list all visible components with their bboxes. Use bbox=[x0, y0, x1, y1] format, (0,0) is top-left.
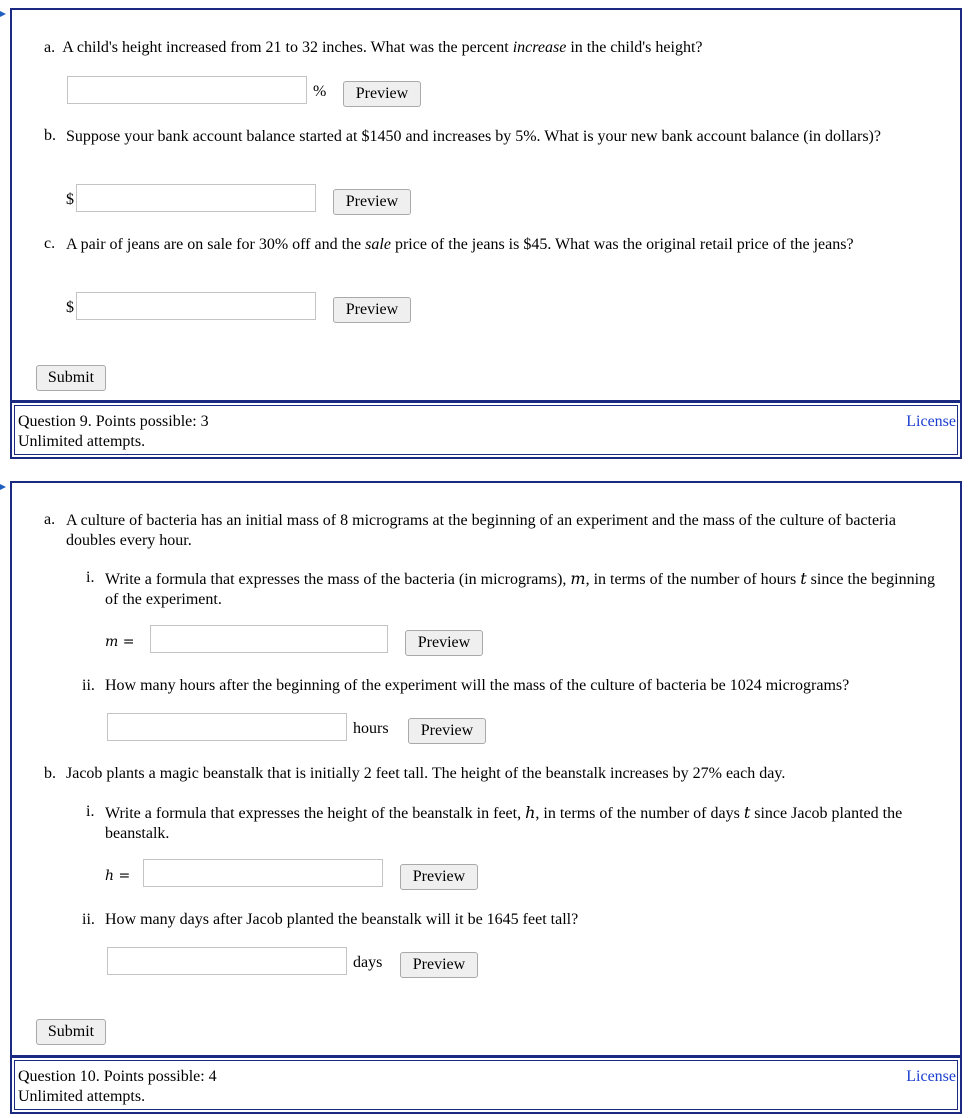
part-a-i-text-mid: , in terms of the number of hours bbox=[585, 571, 801, 588]
preview-button-b-ii[interactable]: Preview bbox=[400, 952, 478, 978]
dollar-prefix-c: $ bbox=[66, 299, 74, 316]
question-9-title: Question 9. Points possible: 3 bbox=[18, 413, 209, 430]
part-a-ii-text: How many hours after the beginning of the experiment will the mass of the culture of bacteria be 1024 micrograms? bbox=[105, 677, 850, 694]
question-10-title: Question 10. Points possible: 4 bbox=[18, 1068, 217, 1085]
height-formula-input[interactable] bbox=[143, 859, 383, 887]
part-a-ii-label: ii. bbox=[82, 677, 95, 694]
part-b-label: b. bbox=[44, 127, 56, 144]
var-h: h bbox=[525, 803, 536, 822]
preview-button-a-i[interactable]: Preview bbox=[405, 630, 483, 656]
preview-button-b[interactable]: Preview bbox=[333, 189, 411, 215]
part-a-i-text bbox=[105, 569, 945, 610]
new-balance-input[interactable] bbox=[76, 184, 316, 212]
part-b-ii-label: ii. bbox=[82, 911, 95, 928]
preview-button-a-ii[interactable]: Preview bbox=[408, 718, 486, 744]
question-marker-icon bbox=[0, 11, 6, 17]
part-c-text-pre: A pair of jeans are on sale for 30% off and the bbox=[66, 236, 366, 253]
preview-button-a[interactable]: Preview bbox=[343, 81, 421, 107]
part-b-label: b. bbox=[44, 765, 56, 782]
part-a-i-label: i. bbox=[86, 569, 95, 586]
mass-formula-input[interactable] bbox=[150, 625, 388, 653]
part-b-i-text bbox=[105, 803, 945, 844]
part-a-label: a. bbox=[44, 39, 56, 56]
part-c-emphasis: sale bbox=[365, 236, 391, 253]
preview-button-b-i[interactable]: Preview bbox=[400, 864, 478, 890]
var-m: m bbox=[570, 569, 586, 588]
hours-input[interactable] bbox=[107, 713, 347, 741]
part-b-i-text-pre: Write a formula that expresses the height of the beanstalk in feet, bbox=[105, 805, 526, 822]
days-unit: days bbox=[353, 954, 383, 971]
submit-button-q9[interactable]: Submit bbox=[36, 1019, 106, 1045]
height-formula-lhs: h = bbox=[105, 868, 131, 884]
preview-button-c[interactable]: Preview bbox=[333, 297, 411, 323]
question-10-info bbox=[10, 1056, 962, 1114]
percent-unit: % bbox=[313, 83, 327, 100]
var-t: t bbox=[743, 803, 751, 822]
submit-button-q8[interactable]: Submit bbox=[36, 365, 106, 391]
part-a-text-post: in the child's height? bbox=[566, 39, 703, 56]
question-9-attempts: Unlimited attempts. bbox=[18, 433, 146, 450]
part-b-i-label: i. bbox=[86, 803, 95, 820]
part-b-ii-text: How many days after Jacob planted the beanstalk will it be 1645 feet tall? bbox=[105, 911, 579, 928]
dollar-prefix-b: $ bbox=[66, 191, 74, 208]
part-b-text: Suppose your bank account balance started at $1450 and increases by 5%. What is your new bank account balance (in dollars)? bbox=[66, 128, 881, 145]
part-a-i-text-post: since the beginning of the experiment. bbox=[105, 571, 936, 608]
part-a-text bbox=[44, 39, 703, 57]
question-9-box bbox=[10, 481, 962, 1057]
question-marker-icon bbox=[0, 484, 6, 490]
license-link-q9[interactable]: License bbox=[906, 413, 956, 430]
original-price-input[interactable] bbox=[76, 292, 316, 320]
var-t: t bbox=[800, 569, 807, 588]
part-a-label: a. bbox=[44, 511, 56, 528]
part-a-i-text-pre: Write a formula that expresses the mass of the bacteria (in micrograms), bbox=[105, 571, 571, 588]
part-c-text bbox=[66, 235, 926, 255]
hours-unit: hours bbox=[353, 720, 389, 737]
part-a-text-pre: A child's height increased from 21 to 32 inches. What was the percent bbox=[62, 39, 513, 56]
question-9-info bbox=[10, 401, 962, 459]
mass-formula-lhs: m = bbox=[105, 634, 135, 650]
days-input[interactable] bbox=[107, 947, 347, 975]
question-10-attempts: Unlimited attempts. bbox=[18, 1088, 146, 1105]
part-c-text-post: price of the jeans is $45. What was the original retail price of the jeans? bbox=[390, 236, 854, 253]
question-8-box bbox=[10, 8, 962, 402]
part-b-i-text-mid: , in terms of the number of days bbox=[535, 805, 744, 822]
part-b-i-text-post: since Jacob planted the beanstalk. bbox=[105, 805, 903, 842]
part-c-label: c. bbox=[44, 235, 56, 252]
part-a-emphasis: increase bbox=[512, 39, 567, 56]
percent-increase-input[interactable] bbox=[67, 76, 307, 104]
part-b-text: Jacob plants a magic beanstalk that is initially 2 feet tall. The height of the beanstalk increases by 27% each day. bbox=[66, 765, 786, 782]
part-a-text: A culture of bacteria has an initial mass of 8 micrograms at the beginning of an experiment and the mass of the culture of bacteria doubles every hour. bbox=[66, 512, 896, 549]
license-link-q10[interactable]: License bbox=[906, 1068, 956, 1085]
